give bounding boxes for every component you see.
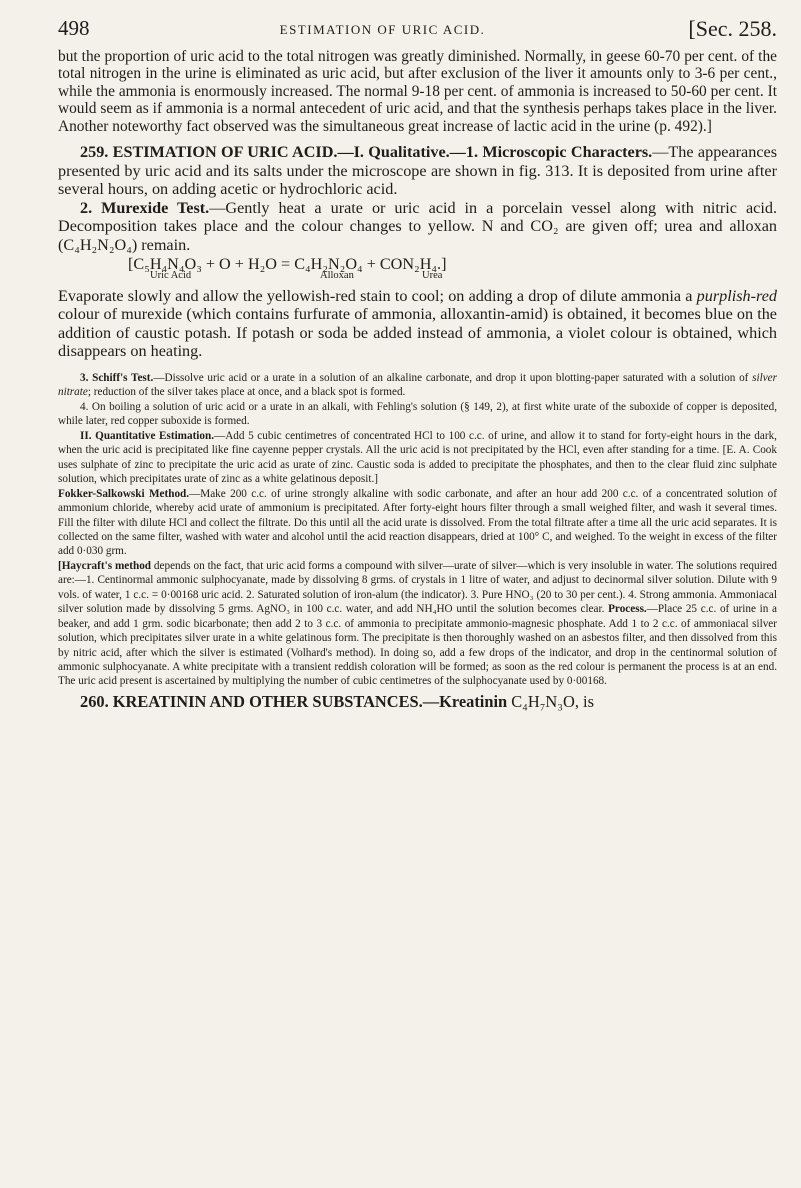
fokker-salkowski-paragraph: Fokker-Salkowski Method.—Make 200 c.c. of urine strongly alkaline with sodic carbonate, and after an hour add 200 c.c. of a concentrated solution of ammonium chloride, whereby acid urate of ammonium is precipitated. After forty-eight hours filter through a small weighed filter, and wash it several times. Fill the filter with dilute HCl and collect the filtrate. Do this until all the acid urate is dissolved. From the total filtrate after a time all the uric acid separates. It is collected on the same filter, washed with water and alcohol until the acid reaction disappears, dried at 100° C, and weighed. To the weight in excess of the filter add 0·030 grm.: [58, 487, 777, 558]
fehling-paragraph: 4. On boiling a solution of uric acid or a urate in an alkali, with Fehling's solution (§ 149, 2), at first white urate of the suboxide of copper is deposited, while later, red copper suboxide is formed.: [58, 400, 777, 428]
haycraft-paragraph: [Haycraft's method depends on the fact, that uric acid forms a compound with silver—urate of silver—which is very insoluble in water. The solutions required are:—1. Centinormal ammonic sulphocyanate, made by dissolving 8 grms. of crystals in 1 litre of water, and adjust to decinormal silver solution. Dilute with 9 vols. of water, 1 c.c. = 0·00168 uric acid. 2. Saturated solution of iron-alum (the indicator). 3. Pure HNO₃ (20 to 30 per cent.). 4. Strong ammonia. Ammoniacal silver solution made by dissolving 5 grms. AgNO₃ in 100 c.c. water, and add NH₄HO until the solution becomes clear. Process.—Place 25 c.c. of urine in a beaker, and add 1 grm. sodic bicarbonate; then add 2 to 3 c.c. of ammonia to precipitate ammonio-magnesic phosphate. Add 1 to 2 c.c. of ammoniacal silver solution, which precipitates silver urate in a white gelatinous form. The precipitate is then thoroughly washed on an asbestos filter, and then dissolved from this by nitric acid, after which the silver is estimated (Volhard's method). In doing so, add a few drops of the indicator, and drop in the centinormal solution of ammonic sulphocyanate. A white precipitate with a transient reddish coloration will be formed; as soon as the red colour is permanent the process is at an end. The uric acid present is ascertained by multiplying the number of cubic centimetres of the sulphocyanate used by 0·00168.: [58, 559, 778, 688]
murexide-equation: [C₅H₄N₄O₃ + O + H₂O = C₄H₂N₂O₄ + CON₂H₄.]: [128, 254, 447, 273]
silver-nitrate-term: silver nitrate: [58, 371, 777, 399]
label-urea: Urea: [422, 269, 443, 281]
schiff-test-heading: 3. Schiff's Test.: [80, 371, 154, 384]
murexide-continuation: Evaporate slowly and allow the yellowish-red stain to cool; on adding a drop of dilute ammonia a purplish-red colour of murexide (which contains furfurate of ammonia, alloxantin-amid) is obtained, it becomes blue on the addition of caustic potash. If potash or soda be added instead of ammonia, a violet colour is obtained, which disappears on heating.: [58, 286, 777, 361]
haycraft-heading: [Haycraft's method: [58, 559, 152, 572]
murexide-text: —Gently heat a urate or uric acid in a porcelain vessel along with nitric acid. Decomposition takes place and the colour changes to yellow. N and CO₂ are given off; urea and alloxan (C₄H₂N₂O₄) remain.: [58, 198, 777, 254]
label-uric-acid: Uric Acid: [150, 269, 192, 281]
process-heading: Process.: [608, 603, 647, 616]
label-alloxan: Alloxan: [320, 269, 354, 281]
page-header: [58, 14, 777, 48]
section-259-text: —The appearances presented by uric acid and its salts under the microscope are shown in fig. 313. It is deposited from urine after several hours, on adding acetic or hydrochloric acid.: [58, 143, 777, 199]
section-259-paragraph: [58, 143, 777, 199]
section-260-paragraph: 260. KREATININ AND OTHER SUBSTANCES.—Kreatinin C₄H₇N₃O, is: [80, 691, 594, 711]
purplish-red-term: purplish-red: [696, 286, 777, 305]
quantitative-heading: II. Quantitative Estimation.: [80, 429, 215, 442]
murexide-heading: 2. Murexide Test.: [80, 198, 210, 217]
section-label: [Sec. 258.: [688, 16, 777, 41]
intro-paragraph: but the proportion of uric acid to the total nitrogen was greatly diminished. Normally, in geese 60-70 per cent. of the total nitrogen in the urine is eliminated as uric acid, but after exclusion of the liver it amounts only to 3-6 per cent., while the ammonia is enormously increased. The normal 9-18 per cent. of ammonia is increased to 50-60 per cent. It would seem as if ammonia is a normal antecedent of uric acid, and that the synthesis perhaps takes place in the liver. Another noteworthy fact observed was the simultaneous great increase of lactic acid in the urine (p. 492).]: [58, 48, 777, 135]
quantitative-paragraph: II. Quantitative Estimation.—Add 5 cubic centimetres of concentrated HCl to 100 c.c. of urine, and allow it to stand for forty-eight hours in the dark, when the uric acid is precipitated like fine cayenne pepper crystals. All the uric acid is not precipitated by the HCl, even after standing for a time. [E. A. Cook uses sulphate of zinc to precipitate the uric acid as urate of zinc. Caustic soda is added to precipitate the phosphates, and then to the clear fluid zinc sulphate solution, which precipitates urate of zinc as a white gelatinous deposit.]: [58, 429, 777, 486]
running-title: ESTIMATION OF URIC ACID.: [279, 22, 486, 37]
fokker-salkowski-heading: Fokker-Salkowski Method.: [58, 487, 190, 500]
page-number: 498: [58, 16, 90, 40]
equation-labels: [58, 269, 777, 287]
murexide-paragraph: [58, 199, 777, 255]
section-260-heading: 260. KREATININ AND OTHER SUBSTANCES.—Kreatinin: [80, 691, 508, 711]
section-259-heading: 259. ESTIMATION OF URIC ACID.—I. Qualitative.—1. Microscopic Characters.: [80, 143, 653, 162]
schiff-test-paragraph: 3. Schiff's Test.—Dissolve uric acid or a urate in a solution of an alkaline carbonate, and drop it upon blotting-paper saturated with a solution of silver nitrate; reduction of the silver takes place at once, and a black spot is formed.: [58, 371, 777, 399]
